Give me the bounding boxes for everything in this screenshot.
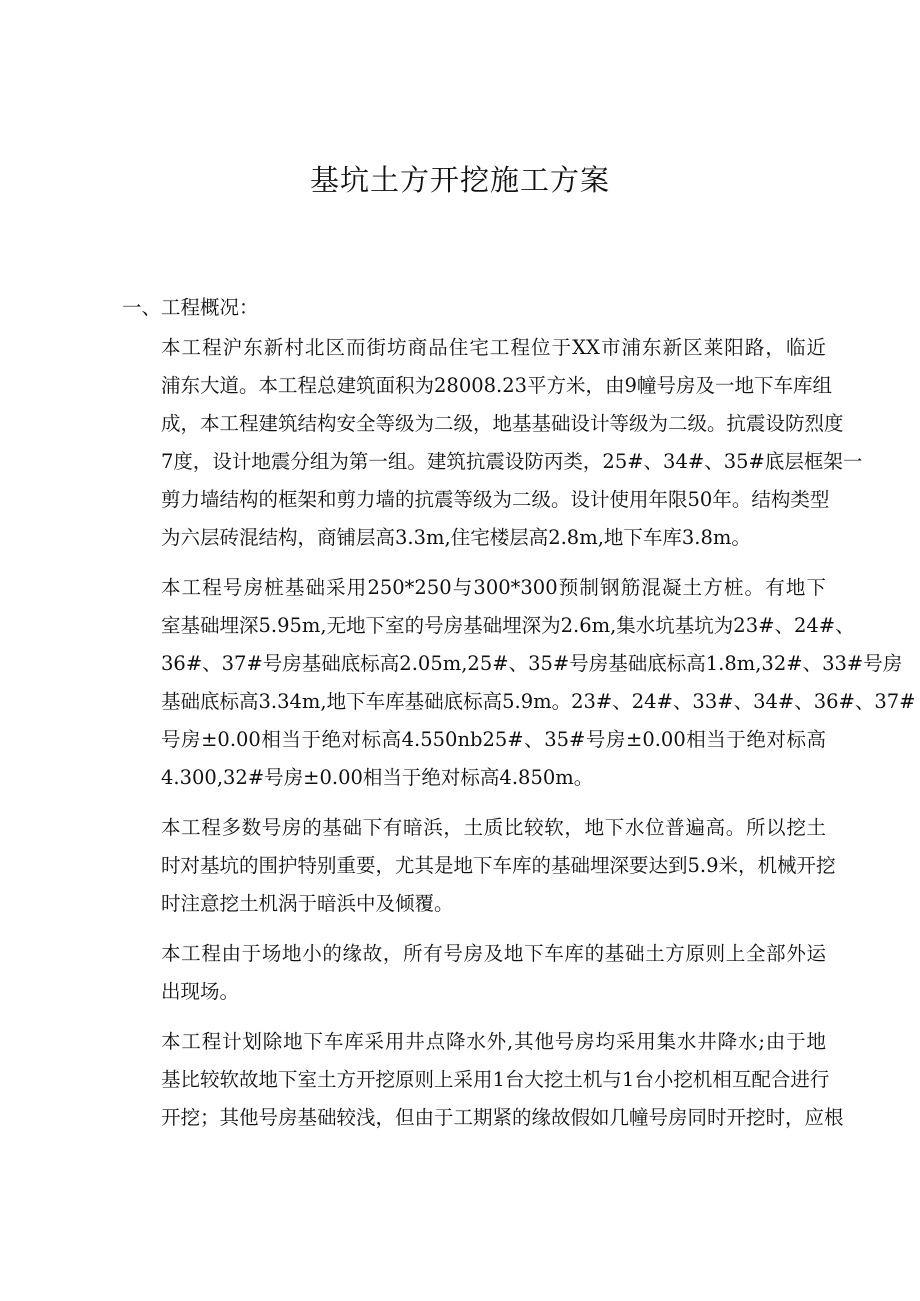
paragraph-line: 4.300,32#号房±0.00相当于绝对标高4.850m。: [161, 766, 594, 789]
paragraph-line: 浦东大道。本工程总建筑面积为28008.23平方米，由9幢号房及一地下车库组: [161, 374, 832, 397]
paragraph-dewatering: [122, 1023, 844, 1137]
paragraph-line: 本工程沪东新村北区而街坊商品住宅工程位于XX市浦东新区莱阳路，临近: [161, 336, 826, 359]
paragraph-line: 为六层砖混结构，商铺层高3.3m,住宅楼层高2.8m,地下车库3.8m。: [161, 526, 751, 549]
paragraph-line: 剪力墙结构的框架和剪力墙的抗震等级为二级。设计使用年限50年。结构类型: [161, 488, 830, 511]
paragraph-foundation: [122, 569, 916, 797]
paragraph-line: 本工程由于场地小的缘故，所有号房及地下车库的基础土方原则上全部外运: [161, 942, 826, 965]
paragraph-line: 本工程号房桩基础采用250*250与300*300预制钢筋混凝土方桩。有地下: [161, 576, 826, 599]
paragraph-line: 室基础埋深5.95m,无地下室的号房基础埋深为2.6m,集水坑基坑为23#、24#、: [161, 614, 855, 637]
paragraph-line: 成，本工程建筑结构安全等级为二级，地基基础设计等级为二级。抗震设防烈度: [161, 412, 844, 435]
paragraph-line: 时注意挖土机涡于暗浜中及倾覆。: [161, 892, 454, 915]
paragraph-line: 开挖；其他号房基础较浅，但由于工期紧的缘故假如几幢号房同时开挖时，应根: [161, 1106, 844, 1129]
section-heading: 一、工程概况：: [122, 296, 259, 319]
paragraph-line: 本工程多数号房的基础下有暗浜，土质比较软，地下水位普遍高。所以挖土: [161, 816, 826, 839]
paragraph-soil: [122, 809, 836, 923]
paragraph-line: 时对基坑的围护特别重要，尤其是地下车库的基础埋深要达到5.9米，机械开挖: [161, 854, 836, 877]
document-title: 基坑土方开挖施工方案: [309, 163, 610, 197]
paragraph-line: 本工程计划除地下车库采用井点降水外,其他号房均采用集水井降水;由于地: [161, 1030, 826, 1053]
paragraph-line: 7度，设计地震分组为第一组。建筑抗震设防丙类，25#、34#、35#底层框架一: [161, 450, 863, 473]
paragraph-line: 号房±0.00相当于绝对标高4.550nb25#、35#号房±0.00相当于绝对标高: [161, 728, 826, 751]
document-body: [122, 289, 916, 1149]
paragraph-overview: [122, 329, 863, 557]
paragraph-line: 36#、37#号房基础底标高2.05m,25#、35#号房基础底标高1.8m,32#、33#号房: [161, 652, 903, 675]
paragraph-site: [122, 935, 826, 1011]
paragraph-line: 基比较软故地下室土方开挖原则上采用1台大挖土机与1台小挖机相互配合进行: [161, 1068, 830, 1091]
paragraph-line: 出现场。: [161, 980, 240, 1003]
paragraph-line: 基础底标高3.34m,地下车库基础底标高5.9m。23#、24#、33#、34#、36#、37#: [161, 690, 916, 713]
